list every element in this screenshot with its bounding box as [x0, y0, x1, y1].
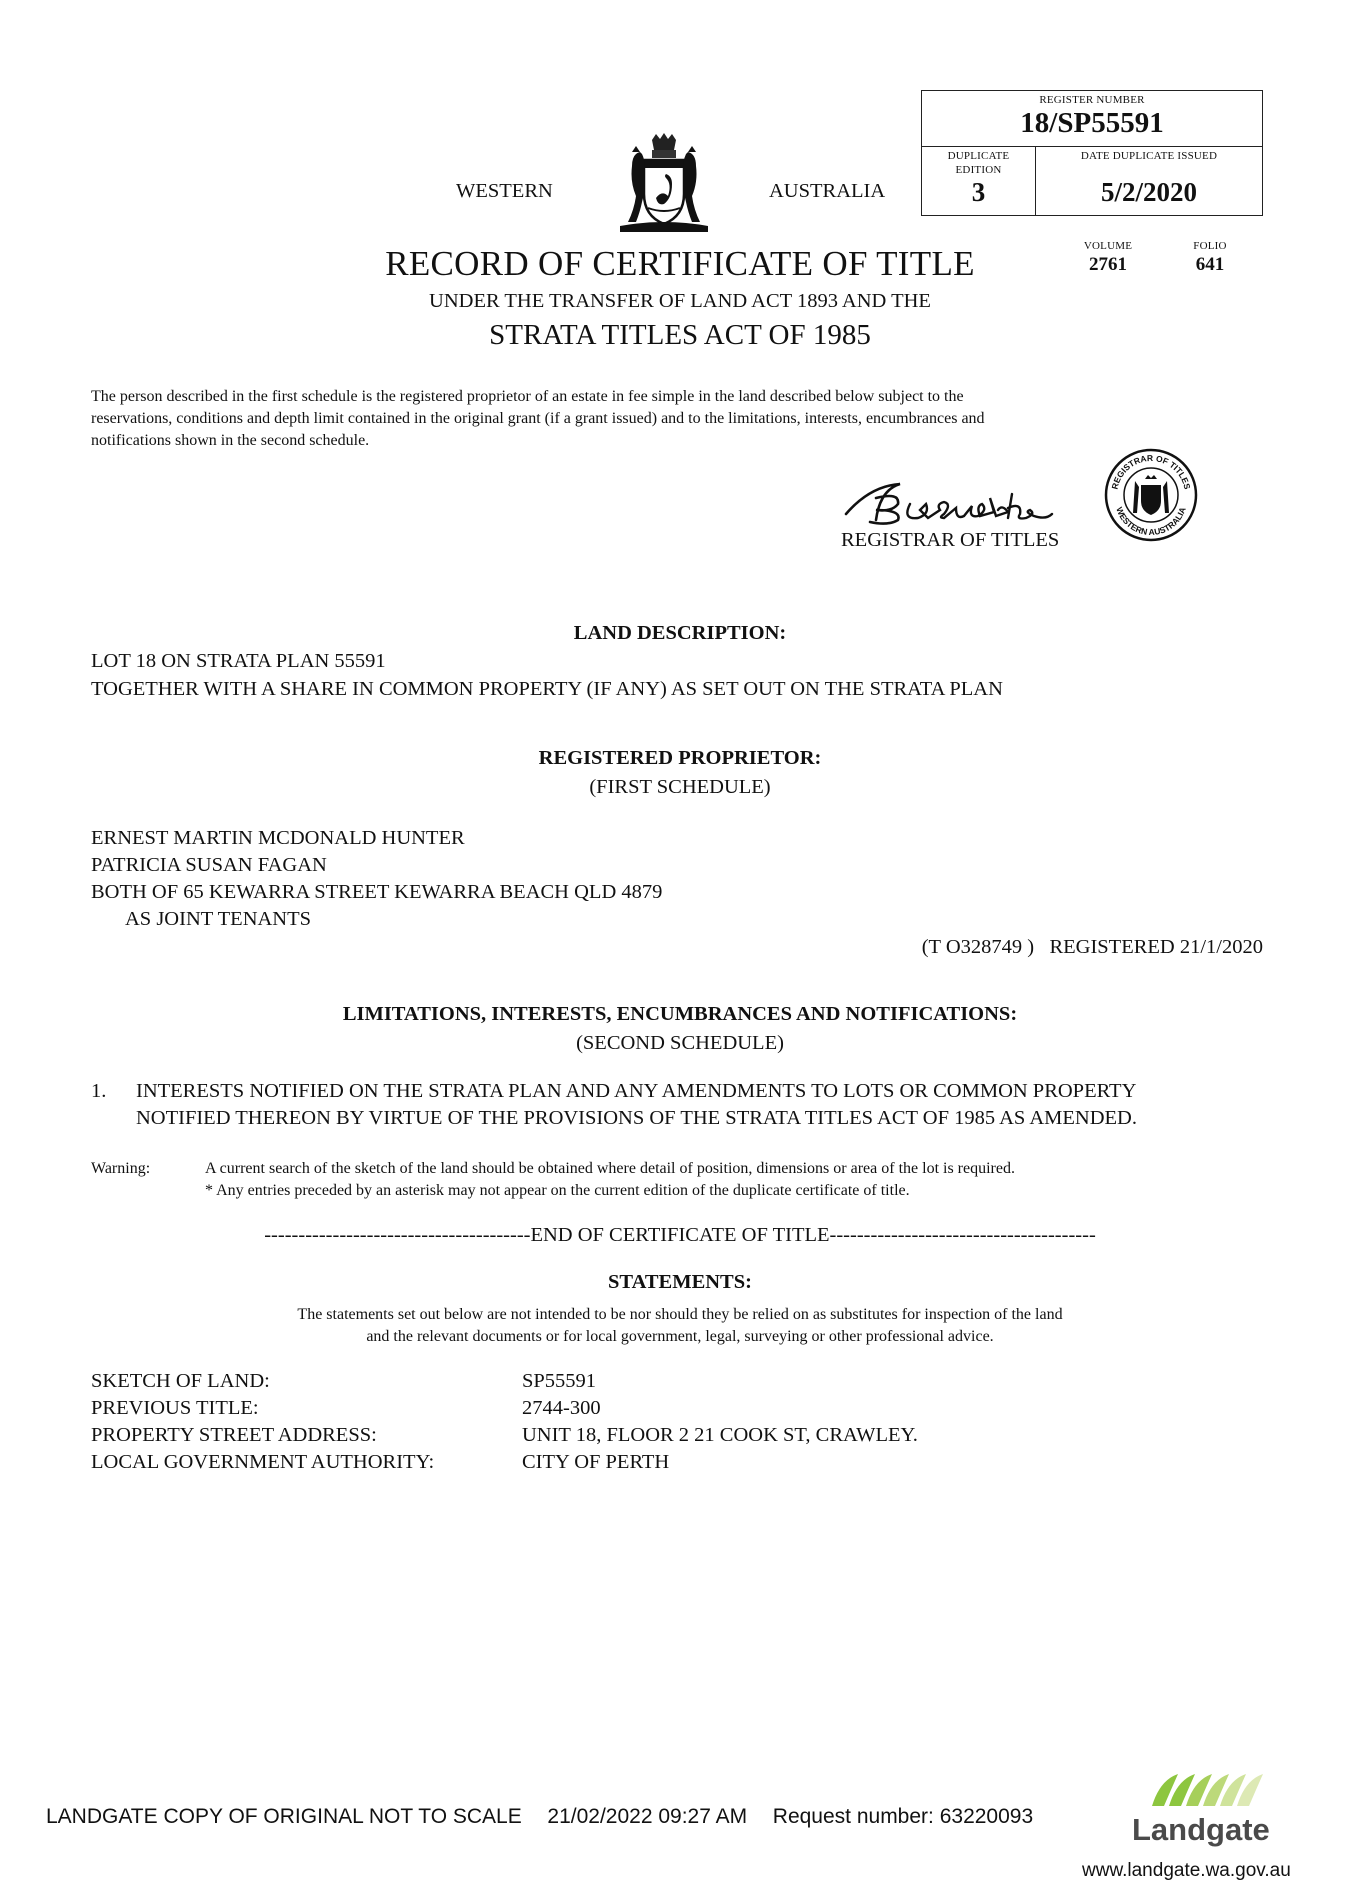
statement-value: CITY OF PERTH [522, 1451, 670, 1473]
registrar-title: REGISTRAR OF TITLES [841, 529, 1060, 551]
volume-label: VOLUME [1083, 240, 1133, 252]
statement-value: SP55591 [522, 1370, 597, 1392]
warning-label: Warning: [91, 1160, 151, 1177]
second-schedule-subheading: (SECOND SCHEDULE) [576, 1032, 784, 1054]
land-description-heading: LAND DESCRIPTION: [573, 622, 787, 644]
second-schedule-item-number: 1. [91, 1080, 107, 1102]
registrar-signature [840, 470, 1070, 530]
statement-label: PREVIOUS TITLE: [91, 1397, 259, 1419]
end-of-certificate: ---------------------------------------END OF CERTIFICATE OF TITLE--------------------------------------- [264, 1224, 1096, 1246]
footer-request-number: Request number: 63220093 [772, 1805, 1034, 1828]
intro-line-2: reservations, conditions and depth limit contained in the original grant (if a grant issued) and to the limitations, interests, encumbrances and [91, 410, 985, 427]
date-issued-label: DATE DUPLICATE ISSUED [1080, 150, 1218, 162]
document-subtitle-2: STRATA TITLES ACT OF 1985 [489, 319, 871, 351]
landgate-logo-text: Landgate [1132, 1812, 1270, 1847]
statement-label: SKETCH OF LAND: [91, 1370, 270, 1392]
footer-copy-text: LANDGATE COPY OF ORIGINAL NOT TO SCALE [46, 1805, 522, 1828]
footer-website: www.landgate.wa.gov.au [1082, 1860, 1291, 1881]
footer-copy-line [46, 1805, 1033, 1829]
intro-line-1: The person described in the first schedule is the registered proprietor of an estate in fee simple in the land described below subject to the [91, 388, 964, 405]
svg-text:REGISTRAR OF TITLES: REGISTRAR OF TITLES [1109, 452, 1193, 491]
warning-line-2: * Any entries preceded by an asterisk may not appear on the current edition of the duplicate certificate of title. [205, 1182, 910, 1199]
proprietor-heading: REGISTERED PROPRIETOR: [538, 747, 822, 769]
state-right-label: AUSTRALIA [769, 180, 886, 202]
register-number: 18/SP55591 [1020, 107, 1164, 139]
registrar-seal-icon [1103, 447, 1199, 543]
volume-value: 2761 [1089, 254, 1127, 275]
statement-label: LOCAL GOVERNMENT AUTHORITY: [91, 1451, 435, 1473]
date-issued: 5/2/2020 [1100, 177, 1197, 207]
folio-value: 641 [1195, 254, 1225, 275]
statement-label: PROPERTY STREET ADDRESS: [91, 1424, 377, 1446]
second-schedule-item-line-1: INTERESTS NOTIFIED ON THE STRATA PLAN AND ANY AMENDMENTS TO LOTS OR COMMON PROPERTY [136, 1080, 1137, 1102]
statements-note-line-2: and the relevant documents or for local government, legal, surveying or other professional advice. [366, 1328, 994, 1345]
register-box [921, 90, 1263, 216]
second-schedule-heading: LIMITATIONS, INTERESTS, ENCUMBRANCES AND NOTIFICATIONS: [342, 1003, 1018, 1025]
proprietor-registration: (T O328749 ) REGISTERED 21/1/2020 [921, 936, 1263, 958]
second-schedule-item-line-2: NOTIFIED THEREON BY VIRTUE OF THE PROVISIONS OF THE STRATA TITLES ACT OF 1985 AS AMENDED. [136, 1107, 1137, 1129]
duplicate-edition: 3 [971, 177, 986, 207]
proprietor-line: BOTH OF 65 KEWARRA STREET KEWARRA BEACH QLD 4879 [91, 881, 663, 903]
proprietor-subheading: (FIRST SCHEDULE) [589, 776, 771, 798]
statements-note-line-1: The statements set out below are not intended to be nor should they be relied on as substitutes for inspection of the land [297, 1306, 1063, 1323]
warning-line-1: A current search of the sketch of the land should be obtained where detail of position, dimensions or area of the lot is required. [205, 1160, 1015, 1177]
state-left-label: WESTERN [456, 180, 553, 202]
intro-line-3: notifications shown in the second schedule. [91, 432, 370, 449]
svg-text:WESTERN AUSTRALIA: WESTERN AUSTRALIA [1114, 505, 1188, 538]
document-subtitle-1: UNDER THE TRANSFER OF LAND ACT 1893 AND THE [429, 290, 931, 312]
statement-value: UNIT 18, FLOOR 2 21 COOK ST, CRAWLEY. [522, 1424, 918, 1446]
register-number-label: REGISTER NUMBER [1039, 94, 1145, 106]
statements-heading: STATEMENTS: [608, 1271, 752, 1293]
statement-value: 2744-300 [522, 1397, 601, 1419]
folio-label: FOLIO [1193, 240, 1227, 252]
proprietor-line: ERNEST MARTIN MCDONALD HUNTER [91, 827, 465, 849]
proprietor-line: AS JOINT TENANTS [125, 908, 312, 930]
proprietor-line: PATRICIA SUSAN FAGAN [91, 854, 327, 876]
footer-datetime: 21/02/2022 09:27 AM [547, 1805, 748, 1828]
land-description-line-2: TOGETHER WITH A SHARE IN COMMON PROPERTY (IF ANY) AS SET OUT ON THE STRATA PLAN [91, 678, 1003, 700]
landgate-leaf-icon [1146, 1770, 1266, 1810]
duplicate-label: DUPLICATE [947, 150, 1010, 162]
edition-label: EDITION [955, 164, 1002, 176]
land-description-line-1: LOT 18 ON STRATA PLAN 55591 [91, 650, 386, 672]
coat-of-arms-icon [606, 132, 722, 236]
document-title: RECORD OF CERTIFICATE OF TITLE [385, 244, 975, 283]
